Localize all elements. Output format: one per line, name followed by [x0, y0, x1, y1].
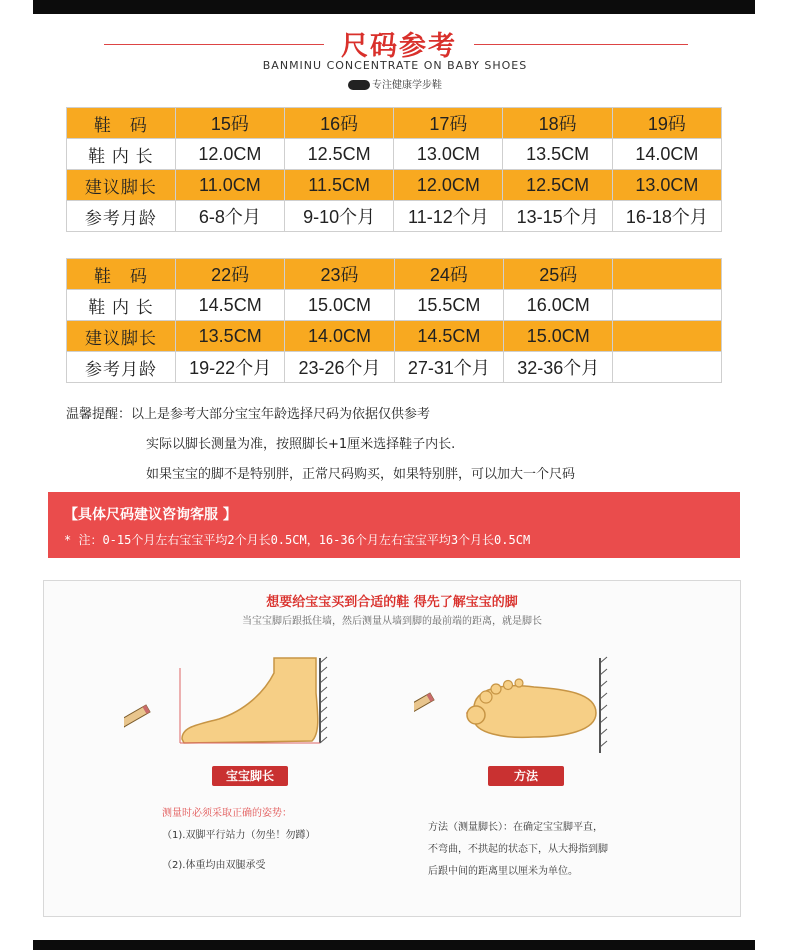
table-cell: 15码: [175, 108, 284, 139]
row-label: 建议脚长: [67, 321, 176, 352]
table-cell: 23-26个月: [285, 352, 394, 383]
title-area: [0, 24, 790, 64]
table-cell: 9-10个月: [285, 201, 394, 232]
table-cell: 17码: [394, 108, 503, 139]
foot-top-illustration: [414, 653, 634, 763]
method-notes: [428, 817, 608, 883]
table-cell: 12.0CM: [175, 139, 284, 170]
table-row: [67, 352, 722, 383]
measure-guide-panel: [43, 580, 741, 917]
table-cell: 16.0CM: [504, 290, 613, 321]
table-row: [67, 321, 722, 352]
foot-side-illustration: [124, 653, 354, 763]
size-table-2: [66, 258, 722, 383]
tag-method: 方法: [488, 766, 564, 786]
posture-item-2: （2).体重均由双腿承受: [162, 860, 266, 871]
row-label: 鞋 内 长: [67, 290, 176, 321]
slogan: [0, 76, 790, 91]
table-cell: 13.0CM: [612, 170, 721, 201]
table-cell: 12.5CM: [503, 170, 612, 201]
consult-banner-title: 【具体尺码建议咨询客服 】: [64, 507, 237, 523]
table-cell: [613, 259, 722, 290]
guide-heading: 想要给宝宝买到合适的鞋 得先了解宝宝的脚: [266, 595, 518, 610]
bottom-bar: [33, 940, 755, 950]
tag-foot-length: 宝宝脚长: [212, 766, 288, 786]
posture-title: 测量时必须采取正确的姿势：: [162, 808, 292, 819]
page-title: 尺码参考: [341, 31, 457, 62]
table-row: [67, 259, 722, 290]
table-cell: 24码: [394, 259, 503, 290]
table-row: [67, 201, 722, 232]
guide-subheading: 当宝宝脚后跟抵住墙，然后测量从墙到脚的最前端的距离，就是脚长: [242, 616, 542, 627]
top-bar: [33, 0, 755, 14]
brand-tagline: BANMINU CONCENTRATE ON BABY SHOES: [262, 59, 528, 72]
table-cell: 12.0CM: [394, 170, 503, 201]
table-row: [67, 108, 722, 139]
table-row: [67, 139, 722, 170]
slogan-text: 专注健康学步鞋: [372, 80, 442, 91]
table-cell: 14.5CM: [394, 321, 503, 352]
table-cell: 19码: [612, 108, 721, 139]
table-cell: 14.0CM: [612, 139, 721, 170]
table-cell: [613, 352, 722, 383]
table-cell: 13.5CM: [503, 139, 612, 170]
tips-block: [66, 400, 575, 490]
table-cell: 6-8个月: [175, 201, 284, 232]
method-line-2: 不弯曲，不拱起的状态下，从大拇指到脚: [428, 844, 608, 855]
table-cell: [613, 290, 722, 321]
table-cell: 15.5CM: [394, 290, 503, 321]
table-cell: 11.0CM: [175, 170, 284, 201]
table-cell: 13-15个月: [503, 201, 612, 232]
consult-banner: [48, 492, 740, 558]
table-cell: 32-36个月: [504, 352, 613, 383]
row-label: 鞋 码: [67, 259, 176, 290]
table-cell: [613, 321, 722, 352]
table-row: [67, 170, 722, 201]
table-cell: 15.0CM: [285, 290, 394, 321]
posture-notes: [162, 803, 315, 877]
row-label: 鞋 码: [67, 108, 176, 139]
posture-item-1: （1).双脚平行站力（勿坐！勿蹲）: [162, 830, 316, 841]
blurred-logo-icon: [348, 80, 370, 90]
table-cell: 25码: [504, 259, 613, 290]
table-cell: 14.0CM: [285, 321, 394, 352]
table-cell: 14.5CM: [176, 290, 285, 321]
table-cell: 23码: [285, 259, 394, 290]
table-cell: 16-18个月: [612, 201, 721, 232]
tip-line-3: 如果宝宝的脚不是特别胖，正常尺码购买，如果特别胖，可以加大一个尺码: [146, 467, 576, 482]
table-cell: 11.5CM: [285, 170, 394, 201]
table-cell: 12.5CM: [285, 139, 394, 170]
tip-line-1: 温馨提醒：以上是参考大部分宝宝年龄选择尺码为依据仅供参考: [66, 407, 431, 422]
row-label: 建议脚长: [67, 170, 176, 201]
title-divider-left: [104, 44, 324, 45]
title-divider-right: [474, 44, 688, 45]
table-cell: 19-22个月: [176, 352, 285, 383]
table-cell: 13.0CM: [394, 139, 503, 170]
tip-line-2: 实际以脚长测量为准，按照脚长+1厘米选择鞋子内长.: [146, 437, 456, 452]
table-cell: 22码: [176, 259, 285, 290]
table-cell: 11-12个月: [394, 201, 503, 232]
row-label: 参考月龄: [67, 201, 176, 232]
row-label: 参考月龄: [67, 352, 176, 383]
method-line-1: 方法（测量脚长）：在确定宝宝脚平直，: [428, 822, 603, 833]
method-line-3: 后跟中间的距离里以厘米为单位。: [428, 866, 578, 877]
table-cell: 27-31个月: [394, 352, 503, 383]
row-label: 鞋 内 长: [67, 139, 176, 170]
table-row: [67, 290, 722, 321]
consult-banner-note: * 注：0-15个月左右宝宝平均2个月长0.5CM，16-36个月左右宝宝平均3个月长0.5CM: [64, 533, 531, 547]
table-cell: 13.5CM: [176, 321, 285, 352]
table-cell: 18码: [503, 108, 612, 139]
table-cell: 16码: [285, 108, 394, 139]
table-cell: 15.0CM: [504, 321, 613, 352]
size-table-1: [66, 107, 722, 232]
